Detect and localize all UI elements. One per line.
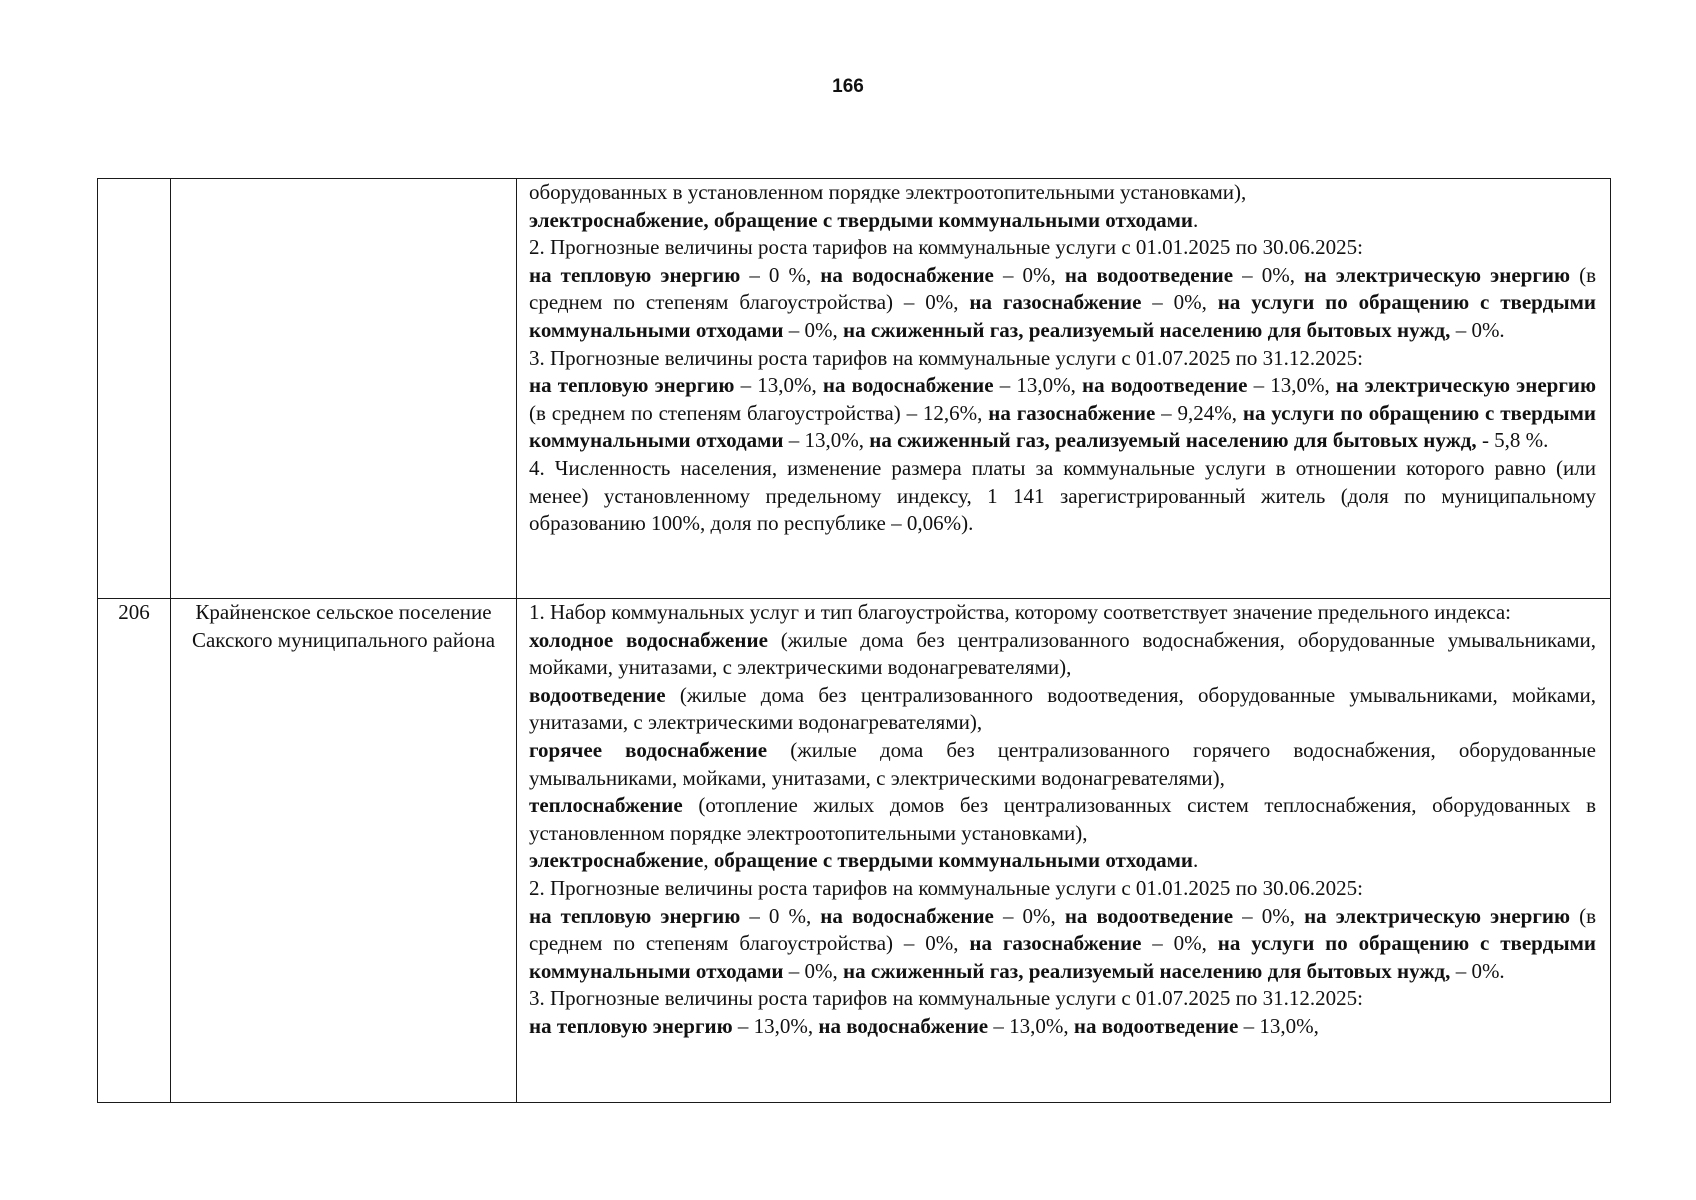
text-run: 1. Набор коммунальных услуг и тип благоустройства, которому соответствует значение предельного индекса: — [529, 600, 1511, 624]
text-run: 2. Прогнозные величины роста тарифов на коммунальные услуги с 01.01.2025 по 30.06.2025: — [529, 235, 1363, 260]
bold-text: на электрическую энергию — [1304, 903, 1570, 928]
bold-text: на сжиженный газ, реализуемый населению для бытовых нужд, — [843, 958, 1451, 983]
municipality-cell — [171, 599, 517, 1103]
text-run: – 13,0%, — [734, 373, 823, 398]
text-run: (отопление жилых домов без централизованных систем теплоснабжения, оборудованных в установленном порядке электроотопительными установками), — [529, 793, 1596, 845]
bold-text: на водоотведение — [1064, 903, 1234, 928]
bold-text: на электрическую энергию — [1304, 262, 1570, 287]
bold-text: на газоснабжение — [969, 931, 1142, 956]
paragraph — [529, 234, 1596, 262]
bold-text: на тепловую энергию — [529, 262, 741, 287]
text-run: , — [703, 848, 714, 873]
text-run: (в среднем по степеням благоустройства) – 12,6%, — [529, 400, 989, 425]
bold-text: холодное водоснабжение — [529, 627, 768, 652]
text-run: . — [1192, 848, 1199, 873]
bold-text: на электрическую энергию — [1335, 373, 1597, 398]
text-run: – 0%, — [1233, 903, 1305, 928]
bold-text: электроснабжение — [529, 848, 704, 873]
bold-text: на услуги по обращению с твердыми коммунальными отходами — [529, 400, 1597, 453]
text-run: (жилые дома без централизованного водоотведения, оборудованные умывальниками, мойками, унитазами, с электрическими водонагревателями), — [529, 682, 1596, 735]
bold-text: на газоснабжение — [969, 290, 1142, 315]
paragraph — [529, 1013, 1596, 1041]
text-run: – 0 %, — [740, 903, 821, 928]
text-run: – 0 %, — [740, 262, 821, 287]
paragraph — [529, 627, 1596, 682]
description-cell — [517, 599, 1611, 1103]
paragraph — [529, 903, 1596, 986]
row-number: 206 — [118, 600, 150, 624]
text-run: 3. Прогнозные величины роста тарифов на коммунальные услуги с 01.07.2025 по 31.12.2025: — [529, 345, 1363, 370]
bold-text: обращение с твердыми коммунальными отходами — [713, 848, 1193, 873]
text-run: – 13,0%, — [732, 1013, 819, 1038]
text-run: 4. Численность населения, изменение размера платы за коммунальные услуги в отношении которого равно (или менее) установленному предельному индексу, 1 141 зарегистрированный житель (доля по муниципальному образованию 100%, доля по республике – 0,06%). — [529, 455, 1596, 536]
bold-text: на водоснабжение — [822, 373, 994, 398]
text-run: (жилые дома без централизованного водоснабжения, оборудованные умывальниками, мойками, унитазами, с электрическими водонагревателями), — [529, 627, 1596, 680]
paragraph — [529, 207, 1596, 235]
tariff-table — [97, 178, 1611, 1103]
bold-text: на услуги по обращению с твердыми коммунальными отходами — [529, 290, 1596, 342]
bold-text: на сжиженный газ, реализуемый населению для бытовых нужд, — [869, 428, 1477, 453]
text-run: (в среднем по степеням благоустройства) – 0%, — [529, 903, 1596, 956]
text-run: – 13,0%, — [1247, 373, 1336, 398]
text-run: оборудованных в установленном порядке электроотопительными установками), — [529, 180, 1247, 204]
paragraph — [529, 372, 1596, 455]
municipality-cell — [171, 179, 517, 599]
bold-text: водоотведение — [529, 682, 666, 707]
text-run: (жилые дома без централизованного горячего водоснабжения, оборудованные умывальниками, мойками, унитазами, с электрическими водонагревателями), — [529, 737, 1596, 790]
bold-text: на водоотведение — [1082, 373, 1248, 398]
paragraph — [529, 847, 1596, 875]
paragraph — [529, 455, 1596, 538]
paragraph — [529, 875, 1596, 903]
paragraph — [529, 792, 1596, 847]
text-run: – 13,0%, — [993, 373, 1083, 398]
bold-text: на газоснабжение — [988, 400, 1156, 425]
table-row-continued — [98, 179, 1611, 599]
text-run: . — [1192, 207, 1199, 232]
bold-text: на водоснабжение — [820, 262, 994, 287]
bold-text: на водоотведение — [1073, 1013, 1239, 1038]
text-run: – 0%. — [1450, 317, 1505, 342]
text-run: - 5,8 %. — [1476, 428, 1549, 453]
row-number-cell — [98, 179, 171, 599]
paragraph — [529, 179, 1596, 207]
text-run: 2. Прогнозные величины роста тарифов на коммунальные услуги с 01.01.2025 по 30.06.2025: — [529, 875, 1363, 900]
bold-text: горячее водоснабжение — [529, 737, 768, 762]
page-number: 166 — [832, 76, 864, 97]
text-run: – 9,24%, — [1155, 400, 1243, 425]
text-run: – 0%, — [993, 262, 1065, 287]
text-run: – 0%, — [783, 317, 844, 342]
municipality-name: Крайненское сельское поселение Сакского муниципального района — [191, 600, 496, 652]
description-text — [529, 599, 1596, 1041]
paragraph — [529, 599, 1596, 627]
text-run: (в среднем по степеням благоустройства) – 0%, — [529, 262, 1596, 315]
text-run: 3. Прогнозные величины роста тарифов на коммунальные услуги с 01.07.2025 по 31.12.2025: — [529, 986, 1363, 1011]
text-run: – 0%, — [1233, 262, 1305, 287]
paragraph — [529, 985, 1596, 1013]
paragraph — [529, 262, 1596, 345]
text-run: – 0%, — [1141, 290, 1218, 315]
text-run: – 0%, — [1141, 931, 1218, 956]
bold-text: на тепловую энергию — [529, 373, 735, 398]
paragraph — [529, 682, 1596, 737]
bold-text: на водоснабжение — [820, 903, 994, 928]
text-run: – 0%, — [783, 958, 844, 983]
bold-text: на тепловую энергию — [529, 1013, 733, 1038]
description-text — [529, 179, 1596, 538]
text-run: – 13,0%, — [783, 428, 870, 453]
bold-text: электроснабжение, обращение с твердыми коммунальными отходами — [529, 207, 1193, 232]
text-run: – 0%. — [1450, 958, 1505, 983]
description-cell — [517, 179, 1611, 599]
text-run: – 13,0%, — [988, 1013, 1074, 1038]
paragraph — [529, 345, 1596, 373]
bold-text: теплоснабжение — [529, 793, 683, 818]
bold-text: на водоснабжение — [818, 1013, 989, 1038]
bold-text: на тепловую энергию — [529, 903, 741, 928]
row-number-cell — [98, 599, 171, 1103]
text-run: – 13,0%, — [1238, 1013, 1319, 1038]
paragraph — [529, 737, 1596, 792]
text-run: – 0%, — [993, 903, 1065, 928]
bold-text: на сжиженный газ, реализуемый населению для бытовых нужд, — [843, 317, 1451, 342]
table-row-206 — [98, 599, 1611, 1103]
bold-text: на водоотведение — [1064, 262, 1234, 287]
bold-text: на услуги по обращению с твердыми коммунальными отходами — [529, 931, 1596, 983]
